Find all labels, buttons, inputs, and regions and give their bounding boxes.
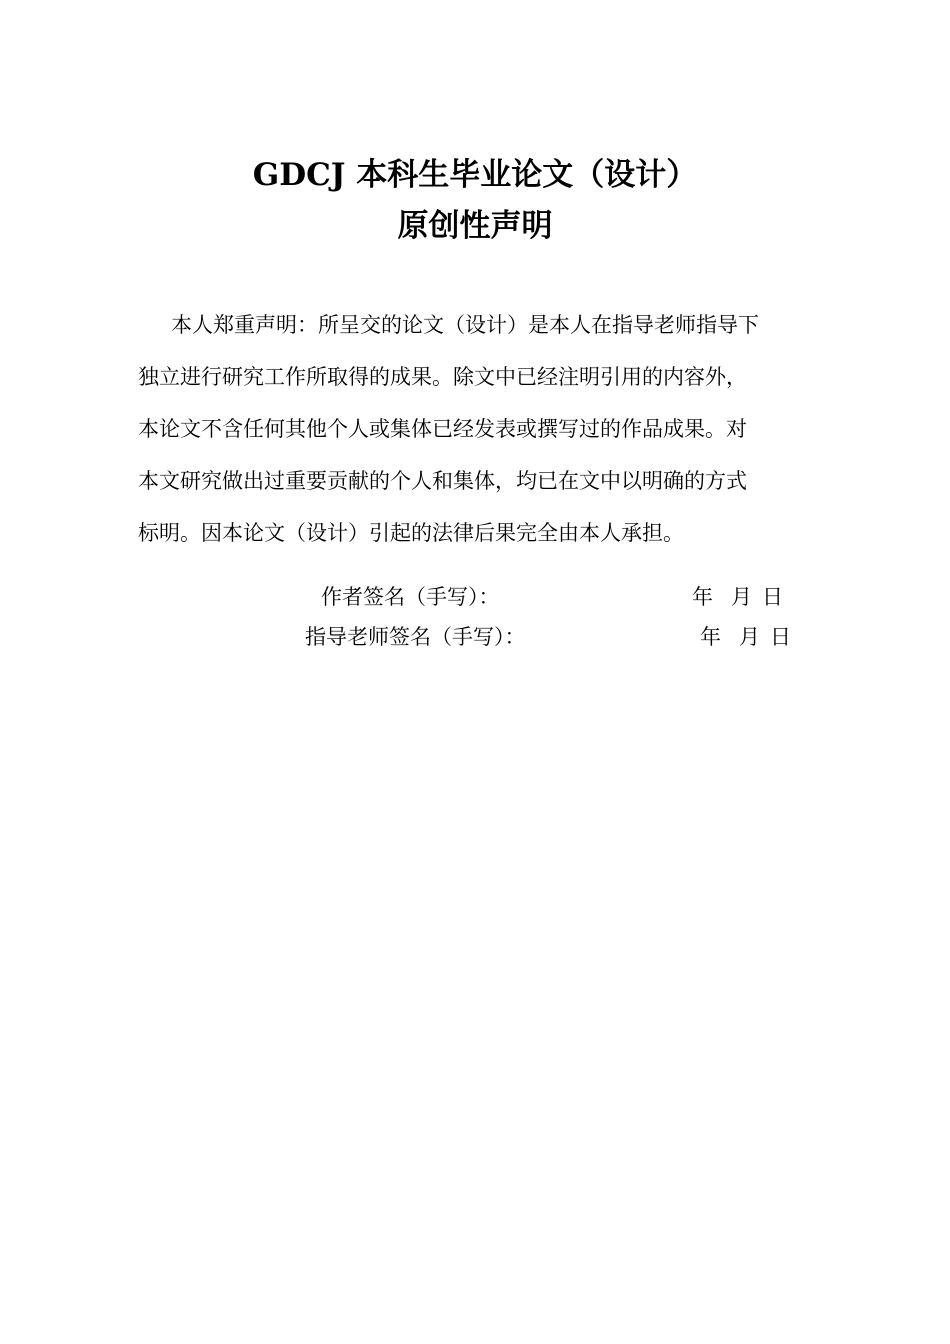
paragraph-line: 本文研究做出过重要贡献的个人和集体，均已在文中以明确的方式: [138, 469, 747, 493]
document-title: GDCJ 本科生毕业论文（设计）: [252, 157, 698, 193]
author-signature-date: [692, 582, 783, 612]
date-month-label: 月: [739, 625, 760, 649]
paragraph-line: 本人郑重声明：所呈交的论文（设计）是本人在指导老师指导下: [171, 313, 759, 337]
date-year-label: 年: [700, 625, 721, 649]
advisor-signature-label: 指导老师签名（手写）：: [305, 625, 526, 649]
advisor-signature-date: [700, 622, 791, 652]
date-day-label: 日: [762, 585, 783, 609]
date-day-label: 日: [770, 625, 791, 649]
declaration-paragraph: [138, 299, 838, 559]
date-year-label: 年: [692, 585, 713, 609]
paragraph-line: 独立进行研究工作所取得的成果。除文中已经注明引用的内容外，: [138, 365, 747, 389]
date-month-label: 月: [731, 585, 752, 609]
author-signature-label: 作者签名（手写）：: [321, 585, 500, 609]
document-subtitle: 原创性声明: [397, 208, 553, 244]
paragraph-line: 标明。因本论文（设计）引起的法律后果完全由本人承担。: [138, 521, 684, 545]
paragraph-line: 本论文不含任何其他个人或集体已经发表或撰写过的作品成果。对: [138, 417, 747, 441]
